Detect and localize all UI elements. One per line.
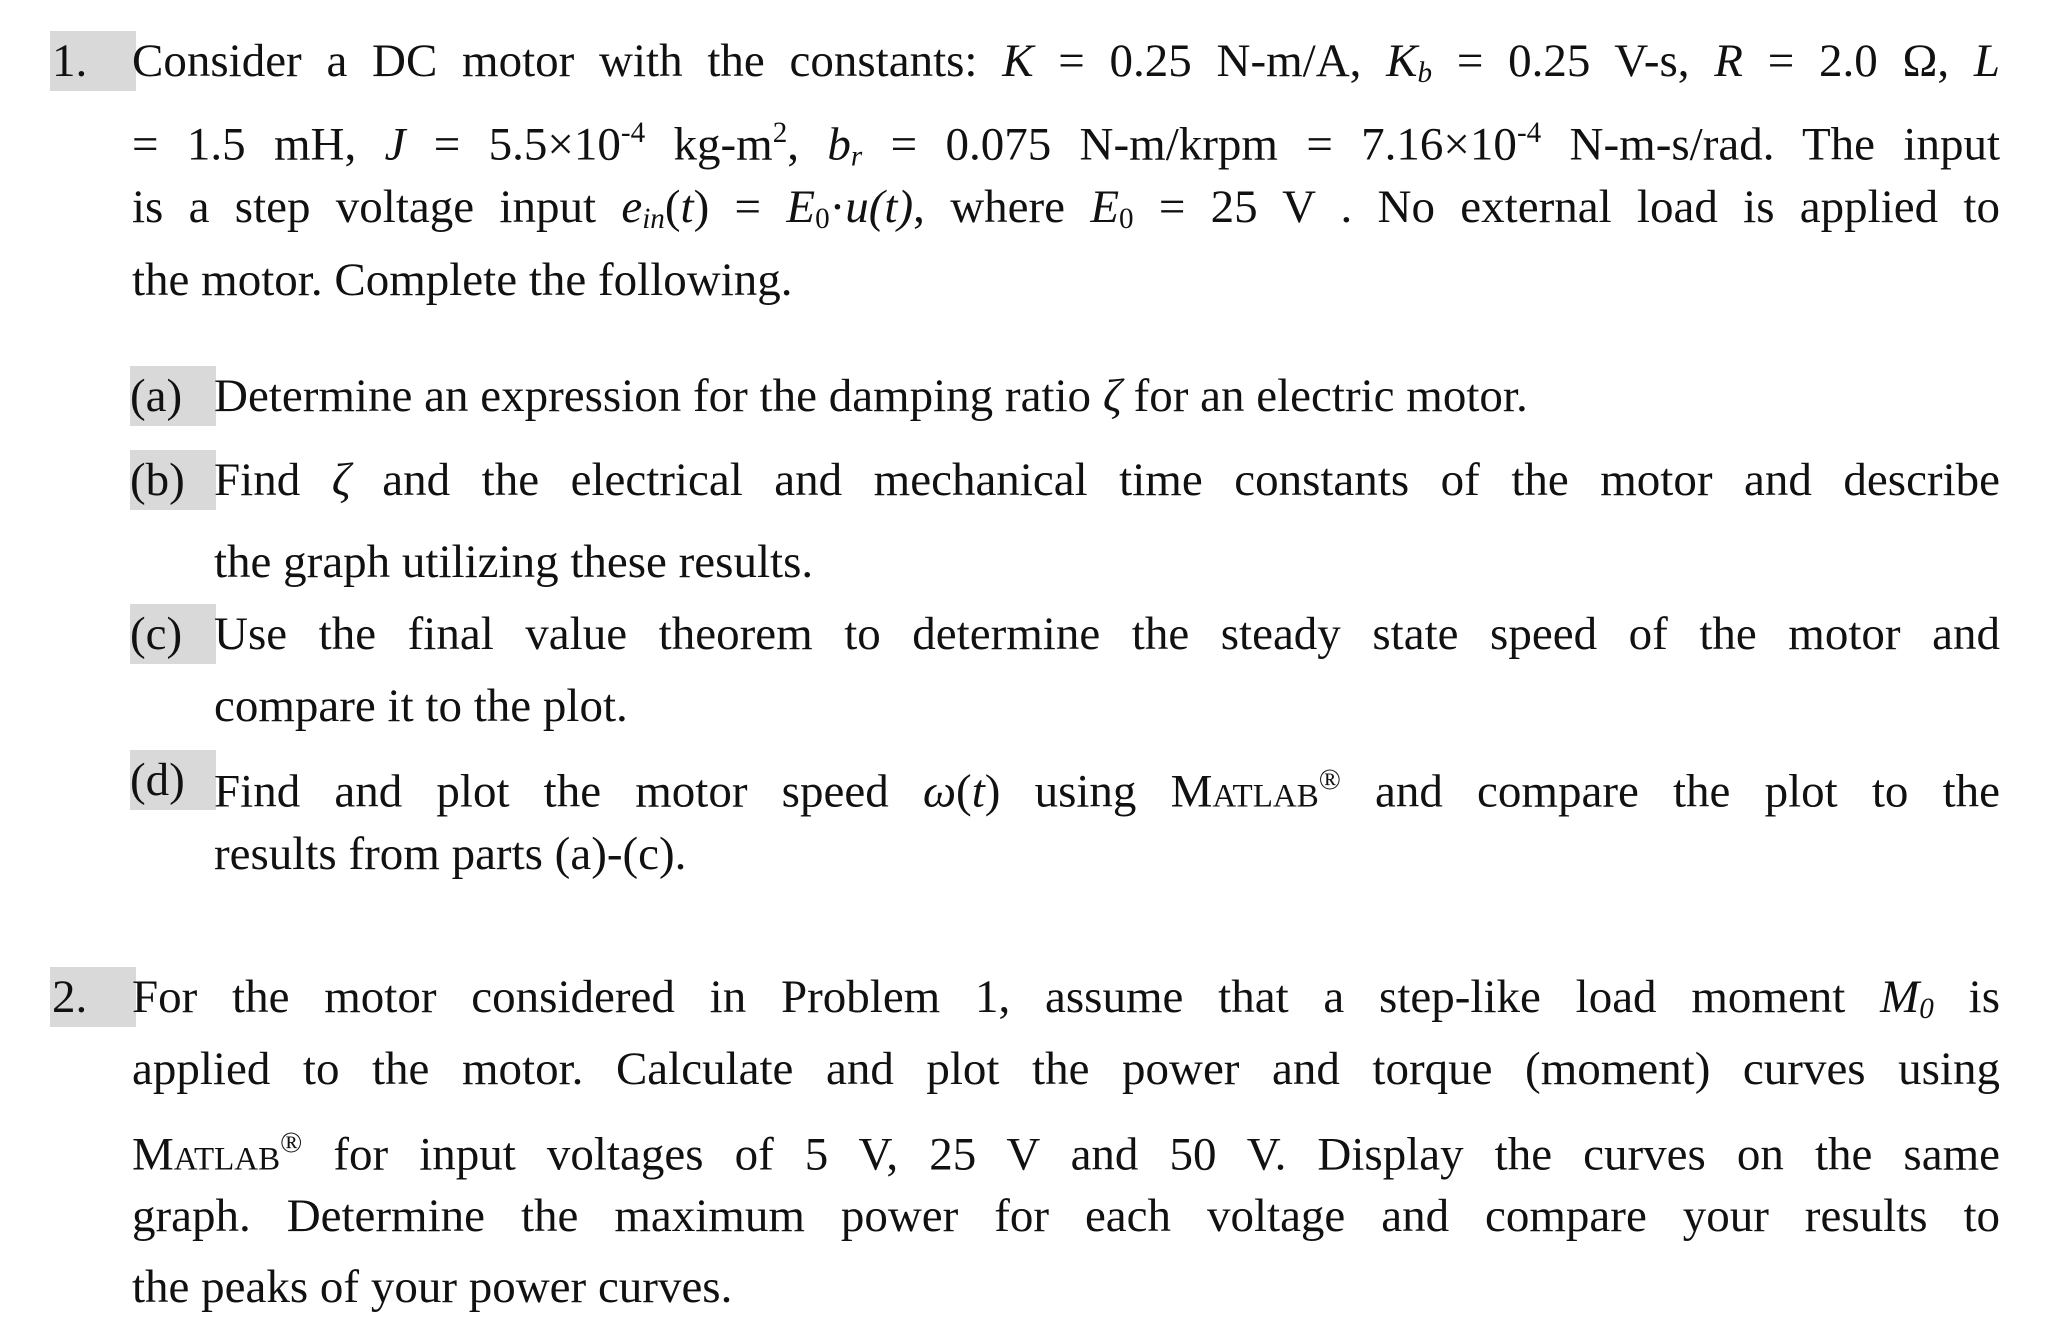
text-line [214, 604, 2000, 664]
text-run: for an electric motor. [1121, 370, 1528, 422]
text-run: = 1.5 mH, [132, 118, 385, 171]
problem-number-1: 1. [50, 31, 136, 91]
text-run: r [850, 140, 863, 173]
text-run: 0 [1119, 202, 1134, 235]
text-run: the motor. Complete the following. [132, 254, 793, 306]
text-run: applied to the motor. Calculate and plot the power and torque (moment) curves using [132, 1043, 2000, 1095]
text-run: Determine an expression for the damping ratio [214, 370, 1103, 422]
text-run: Consider a DC motor with the constants: [132, 35, 1003, 87]
text-line [132, 103, 2000, 186]
text-run: R [1714, 35, 1743, 87]
text-run: = 2.0 Ω, [1742, 35, 1974, 87]
part-label-b: (b) [130, 450, 216, 510]
text-line [132, 177, 2000, 249]
text-run: and compare the plot to the [1340, 765, 2001, 818]
text-line [214, 450, 2000, 510]
text-run: = 5.5×10 [405, 118, 621, 171]
text-run: 0 [815, 202, 830, 235]
text-run: -4 [620, 117, 646, 149]
text-line [132, 1186, 2000, 1246]
text-run: is [1933, 971, 2000, 1023]
text-line [132, 250, 2000, 310]
text-run: For the motor considered in Problem 1, assume that a step-like load moment [132, 971, 1881, 1023]
text-run: ® [1318, 764, 1341, 796]
text-run: ( [664, 181, 681, 233]
text-run: E [786, 181, 816, 233]
text-run: Matlab [132, 1128, 281, 1181]
text-run: Matlab [1170, 765, 1319, 818]
text-run: , where [913, 181, 1091, 233]
text-run: ® [280, 1127, 303, 1159]
text-line [132, 967, 2000, 1039]
text-run: t [971, 765, 985, 818]
problem-number-2: 2. [50, 967, 136, 1027]
text-run: 2 [772, 117, 788, 149]
text-run: b [827, 118, 851, 171]
text-run: Use the final value theorem to determine the steady state speed of the motor and [214, 608, 2000, 660]
text-run: is a step voltage input [132, 181, 622, 233]
text-run: · [829, 181, 846, 233]
text-line [214, 366, 2000, 426]
text-run: u(t) [845, 181, 914, 233]
text-run: ) using [984, 765, 1171, 818]
text-run: = 0.25 N-m/A, [1033, 35, 1387, 87]
text-line [214, 676, 2000, 736]
text-run: ζ [1102, 370, 1122, 422]
text-run: N-m-s/rad. The input [1541, 118, 2000, 171]
text-run: = 0.075 N-m/krpm = 7.16×10 [862, 118, 1517, 171]
text-line [214, 750, 2000, 821]
text-run: kg-m [645, 118, 773, 171]
part-label-a: (a) [130, 366, 216, 426]
text-run: K [1002, 35, 1034, 87]
text-run: and the electrical and mechanical time constants of the motor and describe [350, 454, 2000, 506]
text-run: b [1417, 56, 1433, 89]
text-run: e [621, 181, 643, 233]
text-run: -4 [1516, 117, 1542, 149]
text-run: K [1386, 35, 1418, 87]
text-run: ( [956, 765, 972, 818]
text-run: compare it to the plot. [214, 680, 628, 732]
text-run: in [642, 202, 665, 235]
text-run: E [1090, 181, 1120, 233]
text-run: ζ [331, 454, 351, 506]
text-run: for input voltages of 5 V, 25 V and 50 V. Display the curves on the same [302, 1128, 2000, 1181]
part-label-d: (d) [130, 750, 216, 810]
text-run: results from parts (a)-(c). [214, 828, 687, 880]
text-run: the graph utilizing these results. [214, 536, 814, 588]
text-line [132, 1113, 2000, 1184]
text-run: ) = [693, 181, 787, 233]
text-run: J [384, 118, 406, 171]
text-run: graph. Determine the maximum power for each voltage and compare your results to [132, 1190, 2000, 1242]
part-label-c: (c) [130, 604, 216, 664]
text-run: the peaks of your power curves. [132, 1261, 733, 1313]
text-run: ω [922, 765, 957, 818]
text-run: Find [214, 454, 332, 506]
text-run: , [787, 118, 828, 171]
text-run: L [1973, 35, 2000, 87]
text-line [132, 31, 2000, 103]
text-run: 0 [1919, 992, 1934, 1025]
text-run: M [1880, 971, 1920, 1023]
text-run: Find and plot the motor speed [214, 765, 923, 818]
text-run: t [680, 181, 694, 233]
text-line [132, 1257, 2000, 1317]
text-run: = 25 V . No external load is applied to [1133, 181, 2000, 233]
text-line [214, 532, 2000, 592]
text-line [132, 1039, 2000, 1099]
text-run: = 0.25 V-s, [1432, 35, 1715, 87]
text-line [214, 824, 2000, 884]
